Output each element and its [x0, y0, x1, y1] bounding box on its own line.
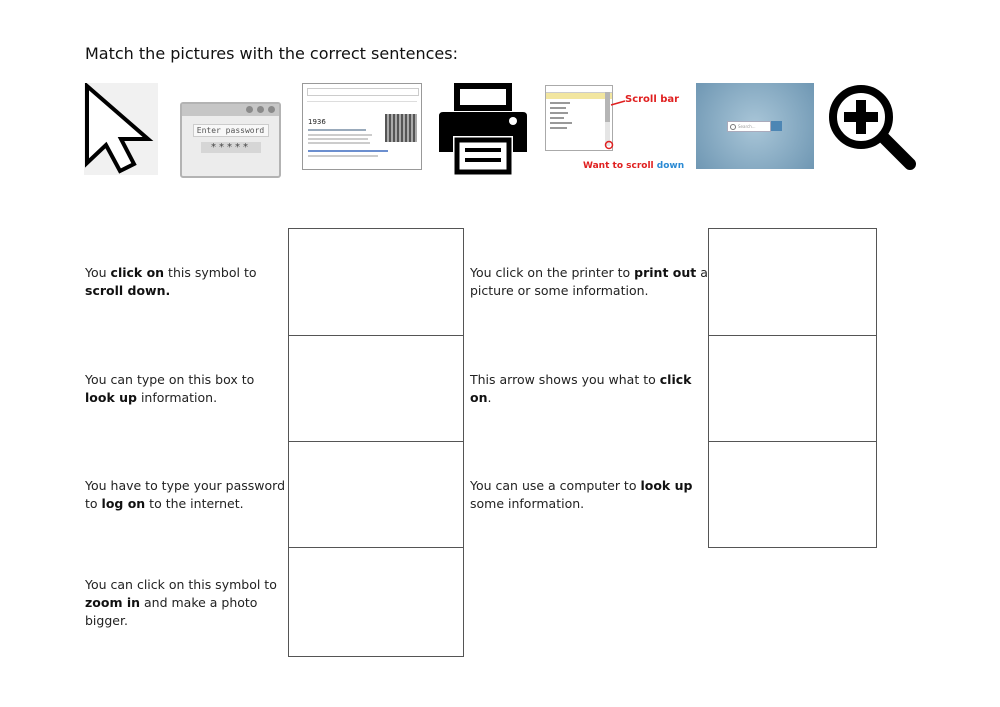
password-mask: *****: [201, 142, 261, 153]
sentence-keyword: scroll down.: [85, 283, 171, 298]
sentence-text: You have to type your password to: [85, 478, 286, 511]
answer-box-6[interactable]: [708, 335, 877, 442]
sentence-4: [85, 576, 280, 630]
sentence-text: This arrow shows you what to: [470, 372, 660, 387]
answer-box-2[interactable]: [288, 335, 464, 442]
answer-box-1[interactable]: [288, 228, 464, 336]
search-box-picture: [696, 83, 814, 169]
result-line: [308, 129, 366, 131]
sentence-7: [470, 477, 700, 513]
search-icon: [730, 124, 736, 130]
sentence-text: You click on the printer to: [470, 265, 635, 280]
search-go-button: [771, 121, 782, 131]
sentence-3: [85, 477, 285, 513]
search-input-mock: [727, 121, 771, 132]
search-tabs: [307, 98, 417, 102]
window-dot-icon: [257, 106, 264, 113]
sentence-text: and make a photo bigger.: [85, 595, 258, 628]
sentence-1: [85, 264, 280, 300]
sentence-keyword: zoom in: [85, 595, 141, 610]
zoom-in-picture: [826, 82, 918, 172]
sentence-keyword: print out: [634, 265, 697, 280]
answer-box-4[interactable]: [288, 547, 464, 657]
sentence-text: some information.: [470, 496, 585, 511]
page-title: Match the pictures with the correct sentences:: [85, 44, 458, 63]
sentence-text: You: [85, 265, 111, 280]
password-window-picture: [180, 102, 281, 178]
sentence-text: .: [487, 390, 492, 405]
sentence-text: this symbol to: [164, 265, 257, 280]
sentence-keyword: look up: [85, 390, 137, 405]
printer-icon: [437, 82, 529, 175]
answer-box-7[interactable]: [708, 441, 877, 548]
scroll-note: [583, 161, 684, 171]
window-dot-icon: [246, 106, 253, 113]
result-line: [308, 150, 388, 152]
sentence-text: information.: [136, 390, 218, 405]
search-results-picture: [302, 83, 422, 170]
scroll-note-down: down: [656, 161, 685, 171]
result-line: [308, 134, 372, 136]
scroll-bar-picture: [543, 83, 683, 178]
sentence-keyword: click on: [110, 265, 165, 280]
password-prompt-label: Enter password: [193, 124, 269, 137]
sentence-keyword: look up: [640, 478, 693, 493]
result-line: [308, 142, 370, 144]
cursor-arrow-icon: [84, 83, 158, 175]
window-titlebar: [182, 104, 279, 116]
search-bar: [307, 88, 419, 96]
search-result-year: 1936: [308, 118, 326, 126]
sentence-5: [470, 264, 708, 300]
scroll-note-prefix: Want to scroll: [583, 161, 654, 171]
scroll-bar-label: Scroll bar: [625, 94, 680, 105]
sentence-text: a picture or some information.: [470, 265, 708, 298]
sentence-text: to the internet.: [145, 496, 244, 511]
sentence-text: You can click on this symbol to: [85, 577, 277, 592]
machine-photo-icon: [385, 114, 417, 142]
search-placeholder: Search...: [738, 124, 756, 129]
answer-box-3[interactable]: [288, 441, 464, 548]
sentence-text: You can type on this box to: [85, 372, 255, 387]
window-dot-icon: [268, 106, 275, 113]
answer-box-5[interactable]: [708, 228, 877, 336]
result-line: [308, 138, 368, 140]
sentence-keyword: click on: [470, 372, 692, 405]
result-line: [308, 155, 378, 157]
sentence-text: You can use a computer to: [470, 478, 641, 493]
cursor-arrow-picture: [84, 83, 158, 175]
zoom-in-icon: [826, 82, 918, 172]
printer-picture: [437, 82, 529, 175]
sentence-keyword: log on: [101, 496, 146, 511]
sentence-2: [85, 371, 285, 407]
sentence-6: [470, 371, 700, 407]
